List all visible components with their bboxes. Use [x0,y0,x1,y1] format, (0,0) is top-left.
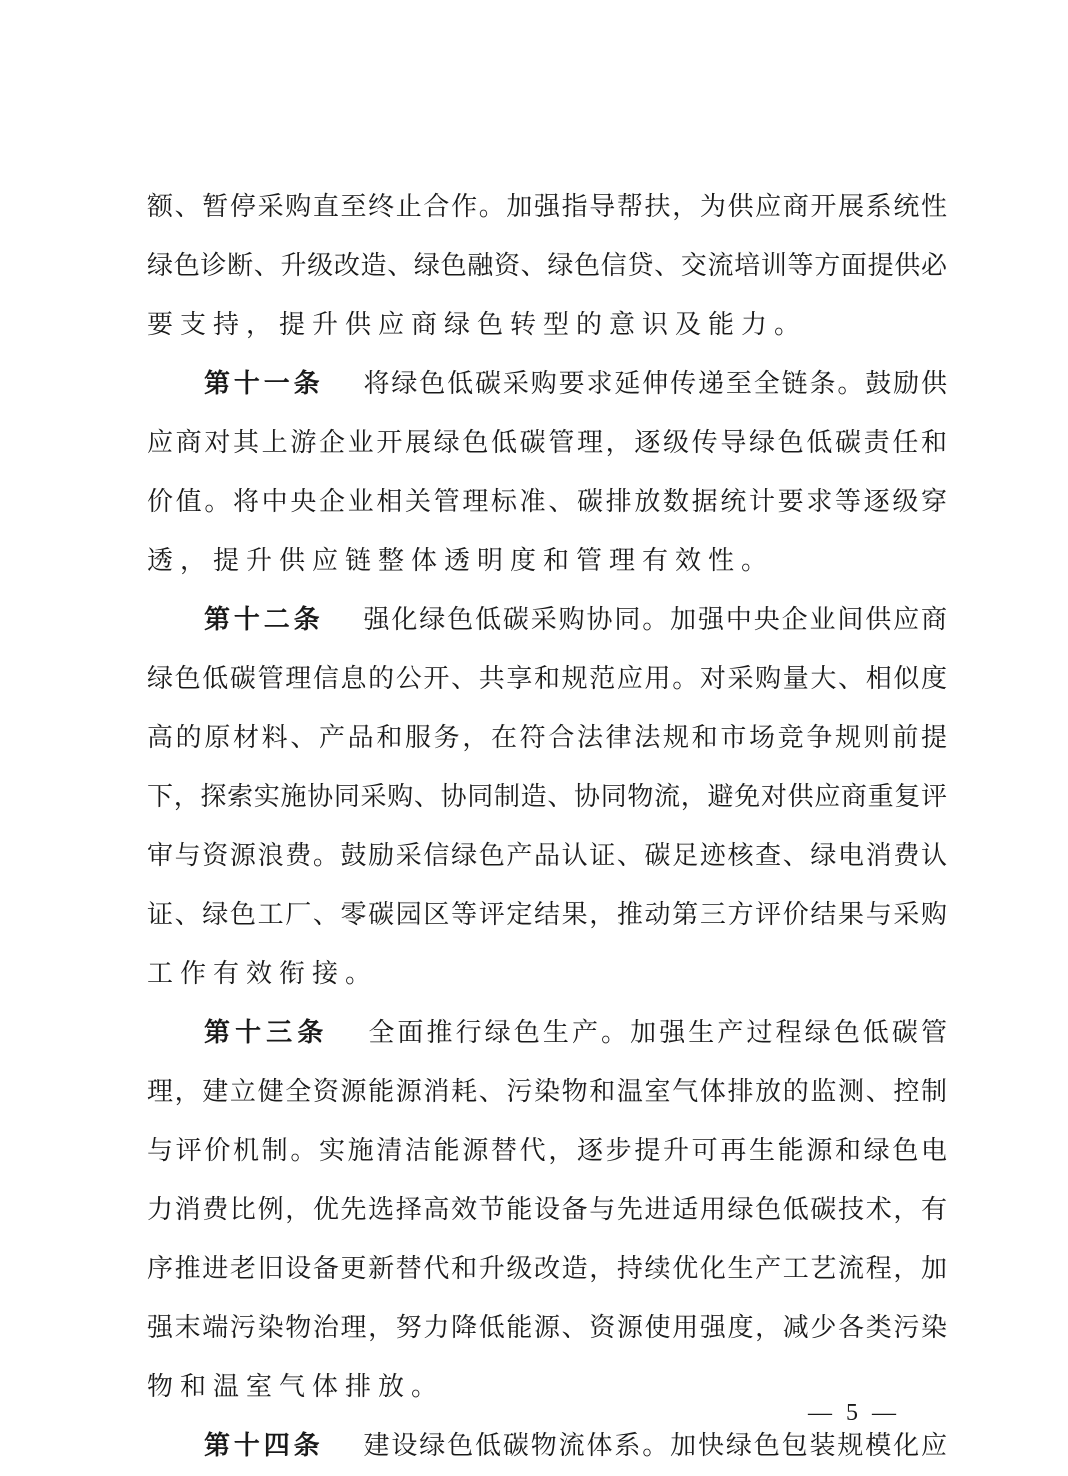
article-heading: 第十二条 [204,605,324,635]
article-heading: 第十一条 [204,369,324,399]
text-line: 理，建立健全资源能源消耗、污染物和温室气体排放的监测、控制 [147,1077,947,1107]
document-body [147,178,947,1476]
text-line: 审与资源浪费。鼓励采信绿色产品认证、碳足迹核查、绿电消费认 [147,841,947,871]
text-line: 要支持，提升供应商绿色转型的意识及能力。 [147,310,808,340]
text-line [147,355,947,414]
text-line: 与评价机制。实施清洁能源替代，逐步提升可再生能源和绿色电 [147,1136,947,1166]
text-segment: 全面推行绿色生产。加强生产过程绿色低碳管 [368,1018,947,1048]
text-segment: 建设绿色低碳物流体系。加快绿色包装规模化应 [363,1431,947,1461]
text-line: 高的原材料、产品和服务，在符合法律法规和市场竞争规则前提 [147,723,947,753]
page-number: — 5 — [808,1400,900,1426]
text-line: 绿色低碳管理信息的公开、共享和规范应用。对采购量大、相似度 [147,664,947,694]
text-line: 序推进老旧设备更新替代和升级改造，持续优化生产工艺流程，加 [147,1254,947,1284]
text-line: 力消费比例，优先选择高效节能设备与先进适用绿色低碳技术，有 [147,1195,947,1225]
text-line: 证、绿色工厂、零碳园区等评定结果，推动第三方评价结果与采购 [147,900,947,930]
text-segment: 将绿色低碳采购要求延伸传递至全链条。鼓励供 [363,369,947,399]
article-paragraph [147,1004,947,1417]
text-line: 物和温室气体排放。 [147,1372,445,1402]
text-line: 下，探索实施协同采购、协同制造、协同物流，避免对供应商重复评 [147,782,947,812]
text-line: 透，提升供应链整体透明度和管理有效性。 [147,546,775,576]
article-paragraph [147,355,947,591]
text-line: 绿色诊断、升级改造、绿色融资、绿色信贷、交流培训等方面提供必 [147,251,947,281]
text-line: 价值。将中央企业相关管理标准、碳排放数据统计要求等逐级穿 [147,487,947,517]
text-line [147,591,947,650]
article-paragraph [147,591,947,1004]
text-line: 应商对其上游企业开展绿色低碳管理，逐级传导绿色低碳责任和 [147,428,947,458]
text-line [147,1004,947,1063]
text-line: 强末端污染物治理，努力降低能源、资源使用强度，减少各类污染 [147,1313,947,1343]
text-line: 额、暂停采购直至终止合作。加强指导帮扶，为供应商开展系统性 [147,192,947,222]
text-line: 工作有效衔接。 [147,959,379,989]
article-heading: 第十四条 [204,1431,324,1461]
article-heading: 第十三条 [204,1018,329,1048]
text-segment: 强化绿色低碳采购协同。加强中央企业间供应商 [363,605,947,635]
paragraph [147,178,947,355]
